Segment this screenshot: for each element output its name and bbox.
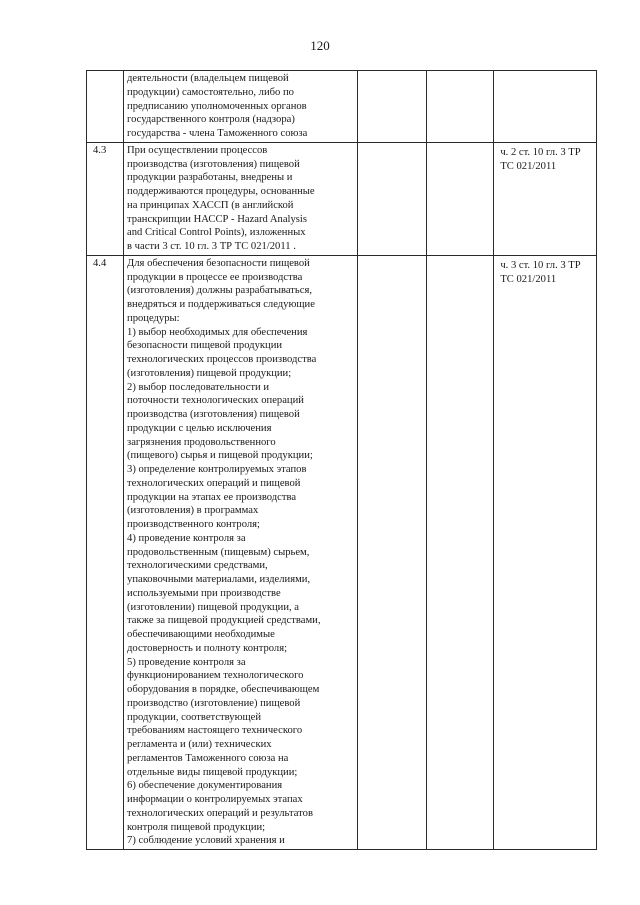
requirement-text-line: требованиям настоящего технического	[127, 725, 303, 737]
requirement-text-line: (изготовления) должны разрабатываться,	[127, 285, 312, 297]
requirement-text-line: функционированием технологического	[127, 670, 304, 682]
requirement-text-line: загрязнения продовольственного	[127, 436, 276, 448]
empty-cell	[426, 142, 494, 255]
requirement-text-line: (изготовлении) пищевой продукции, а	[127, 601, 300, 613]
requirement-text-line: 7) соблюдение условий хранения и	[127, 835, 285, 847]
requirement-text-line: технологических операций и результатов	[127, 807, 313, 819]
requirement-text-line: предписанию уполномоченных органов	[127, 100, 307, 112]
requirement-text-line: в части 3 ст. 10 гл. 3 ТР ТС 021/2011 .	[127, 241, 296, 252]
reference-text-line: ч. 2 ст. 10 гл. 3 ТР	[500, 146, 581, 158]
requirement-text-line: достоверность и полноту контроля;	[127, 642, 288, 654]
requirement-text-line: and Critical Control Points), изложенных	[127, 227, 306, 239]
requirements-table	[86, 70, 597, 850]
requirement-text-line: продукции) самостоятельно, либо по	[127, 86, 294, 98]
requirement-text-line: упаковочными материалами, изделиями,	[127, 574, 311, 585]
page-number: 120	[310, 38, 330, 53]
requirement-text-line: (изготовления) в программах	[127, 505, 259, 517]
clause-number-cell	[87, 71, 124, 143]
requirement-text-line: 4) проведение контроля за	[127, 532, 246, 544]
requirement-text-line: также за пищевой продукцией средствами,	[127, 615, 321, 627]
requirement-text-line: 5) проведение контроля за	[127, 656, 246, 668]
requirement-text-line: продукции с целью исключения	[127, 422, 272, 434]
requirement-text-line: внедряться и поддерживаться следующие	[127, 299, 315, 310]
requirement-text-line: процедуры:	[127, 312, 180, 324]
requirement-text-line: 2) выбор последовательности и	[127, 381, 270, 393]
requirement-text-line: продовольственным (пищевым) сырьем,	[127, 546, 310, 558]
requirement-text-line: поточности технологических операций	[127, 395, 304, 407]
requirement-text-line: производственного контроля;	[127, 519, 260, 530]
requirement-text-line: используемыми при производстве	[127, 587, 281, 599]
requirement-text-line: регламентов Таможенного союза на	[127, 752, 289, 764]
requirement-text-line: продукции, соответствующей	[127, 711, 262, 723]
requirement-text-line: отдельные виды пищевой продукции;	[127, 766, 298, 778]
reference-text-line: ч. 3 ст. 10 гл. 3 ТР	[500, 259, 581, 271]
requirement-text-line: Для обеспечения безопасности пищевой	[127, 257, 310, 269]
requirement-text-line: 6) обеспечение документирования	[127, 780, 283, 792]
empty-cell	[426, 255, 494, 849]
reference-text-line: ТС 021/2011	[500, 160, 557, 172]
empty-cell	[357, 255, 426, 849]
requirement-text-line: деятельности (владельцем пищевой	[127, 73, 289, 84]
requirement-text-line: (пищевого) сырья и пищевой продукции;	[127, 450, 313, 462]
requirement-text-line: информации о контролируемых этапах	[127, 794, 303, 805]
requirement-text-line: При осуществлении процессов	[127, 144, 268, 156]
requirement-text-line: 3) определение контролируемых этапов	[127, 464, 307, 475]
requirements-table-body	[87, 71, 597, 850]
empty-cell	[357, 71, 426, 143]
requirement-text-line: технологическими средствами,	[127, 560, 268, 572]
empty-cell	[426, 71, 494, 143]
requirement-text-line: технологических процессов производства	[127, 354, 317, 365]
table-row	[87, 71, 597, 143]
requirement-text-cell	[124, 255, 358, 849]
requirement-text-line: государственного контроля (надзора)	[127, 114, 295, 126]
requirement-text-line: оборудования в порядке, обеспечивающем	[127, 684, 320, 695]
requirement-text-line: продукции в процессе ее производства	[127, 271, 303, 283]
requirement-text-line: производство (изготовление) пищевой	[127, 697, 301, 709]
clause-number-cell: 4.3	[87, 142, 124, 255]
requirement-text-line: продукции на этапах ее производства	[127, 491, 297, 503]
requirement-text-line: безопасности пищевой продукции	[127, 340, 283, 352]
requirement-text-line: транскрипции НАССР - Hazard Analysis	[127, 213, 307, 225]
requirement-text-line: (изготовления) пищевой продукции;	[127, 367, 292, 379]
requirement-text-cell	[124, 71, 358, 143]
clause-number-cell: 4.4	[87, 255, 124, 849]
requirement-text-line: производства (изготовления) пищевой	[127, 409, 300, 420]
requirement-text-line: государства - члена Таможенного союза	[127, 128, 308, 139]
requirement-text-line: на принципах ХАССП (в английской	[127, 199, 294, 211]
reference-cell	[494, 255, 597, 849]
requirement-text-line: продукции разработаны, внедрены и	[127, 172, 293, 184]
reference-text-line: ТС 021/2011	[500, 273, 557, 285]
requirement-text-line: регламента и (или) технических	[127, 739, 272, 750]
requirement-text-cell	[124, 142, 358, 255]
requirement-text-line: технологических операций и пищевой	[127, 477, 301, 489]
empty-cell	[357, 142, 426, 255]
table-row	[87, 255, 597, 849]
requirement-text-line: 1) выбор необходимых для обеспечения	[127, 326, 308, 338]
requirement-text-line: поддерживаются процедуры, основанные	[127, 186, 315, 197]
table-row	[87, 142, 597, 255]
requirement-text-line: обеспечивающими необходимые	[127, 629, 275, 640]
reference-cell	[494, 142, 597, 255]
reference-cell	[494, 71, 597, 143]
requirement-text-line: контроля пищевой продукции;	[127, 821, 266, 833]
requirement-text-line: производства (изготовления) пищевой	[127, 158, 300, 170]
